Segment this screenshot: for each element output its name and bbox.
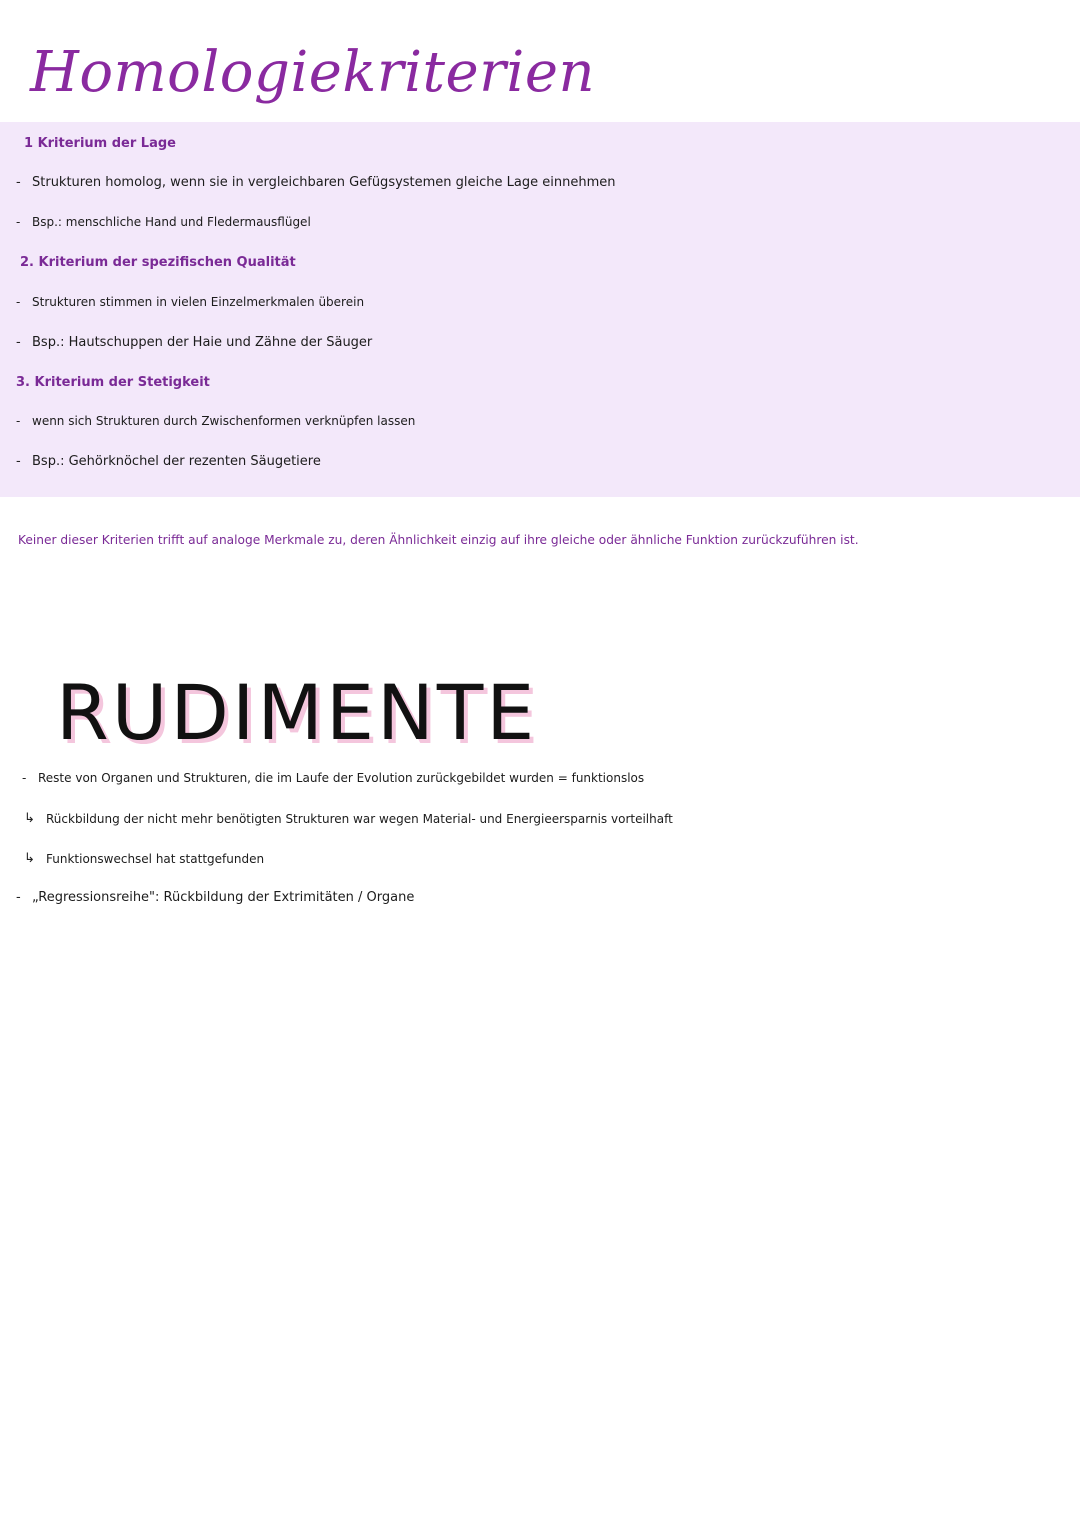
rudimente-line-2-label: Rückbildung der nicht mehr benötigten Strukturen war wegen Material- und Energieersparnis vorteilhaft [46, 811, 673, 826]
criterion-1-example-label: Bsp.: menschliche Hand und Fledermausflügel [32, 215, 311, 229]
criterion-2-example [16, 335, 372, 350]
criterion-2-heading: 2. Kriterium der spezifischen Qualität [20, 255, 296, 270]
criterion-1-text [16, 175, 616, 190]
rudimente-line-1 [22, 771, 644, 785]
criterion-3-example-label: Bsp.: Gehörknöchel der rezenten Säugetiere [32, 454, 321, 469]
dash-icon: - [16, 414, 21, 428]
criterion-1-text-label: Strukturen homolog, wenn sie in vergleichbaren Gefügsystemen gleiche Lage einnehmen [32, 175, 616, 190]
criterion-3-text-label: wenn sich Strukturen durch Zwischenformen verknüpfen lassen [32, 414, 416, 428]
criterion-2-example-label: Bsp.: Hautschuppen der Haie und Zähne der Säuger [32, 335, 373, 350]
dash-icon: - [22, 771, 27, 785]
return-arrow-icon: ↳ [24, 851, 35, 866]
rudimente-line-3 [24, 851, 264, 866]
page-title: Homologiekriterien [30, 40, 596, 105]
rudimente-line-2 [24, 811, 673, 826]
criterion-2-text [16, 295, 364, 309]
dash-icon: - [16, 215, 21, 229]
criterion-3-example [16, 454, 321, 469]
criterion-3-text [16, 414, 415, 428]
rudimente-line-1-label: Reste von Organen und Strukturen, die im Laufe der Evolution zurückgebildet wurden = funktionslos [38, 771, 645, 785]
dash-icon: - [16, 454, 21, 469]
rudimente-line-4-label: „Regressionsreihe": Rückbildung der Extrimitäten / Organe [32, 890, 415, 905]
dash-icon: - [16, 175, 21, 190]
criterion-2-text-label: Strukturen stimmen in vielen Einzelmerkmalen überein [32, 295, 365, 309]
criterion-1-example [16, 215, 311, 229]
return-arrow-icon: ↳ [24, 811, 35, 826]
dash-icon: - [16, 335, 21, 350]
rudimente-line-3-label: Funktionswechsel hat stattgefunden [46, 851, 265, 866]
analogy-note: Keiner dieser Kriterien trifft auf analoge Merkmale zu, deren Ähnlichkeit einzig auf ihre gleiche oder ähnliche Funktion zurückzuführen ist. [18, 533, 859, 547]
rudimente-heading: RUDIMENTE [56, 668, 538, 757]
criterion-3-heading: 3. Kriterium der Stetigkeit [16, 375, 210, 390]
dash-icon: - [16, 295, 21, 309]
dash-icon: - [16, 890, 21, 905]
criterion-1-heading: 1 Kriterium der Lage [24, 136, 176, 151]
rudimente-line-4 [16, 890, 414, 905]
